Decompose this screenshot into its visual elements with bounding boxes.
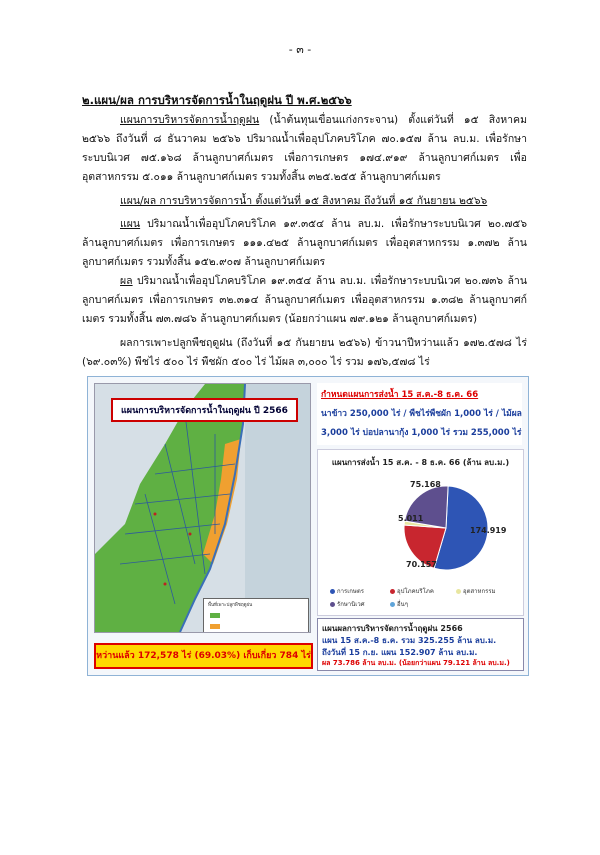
harvest-banner: หว่านแล้ว 172,578 ไร่ (69.03%) เก็บเกี่ยว 784 ไร่: [94, 643, 313, 669]
legend-eco: [330, 599, 365, 609]
legend-dot-consume: [390, 589, 395, 594]
plan-result-line-4: ผล 73.786 ล้าน ลบ.ม. (น้อยกว่าแผน 79.121 ล้าน ลบ.ม.): [322, 659, 510, 667]
plan-result-title: แผนผลการบริหารจัดการน้ำฤดูฝน 2566: [322, 624, 463, 633]
rainy-plan-label: แผนการบริหารจัดการน้ำฤดูฝน: [120, 114, 260, 126]
legend-label-other: อื่นๆ: [397, 601, 408, 608]
legend-label-agri: การเกษตร: [337, 588, 364, 595]
plan-result-box: [317, 618, 524, 671]
legend-consume: [390, 586, 434, 596]
pie-chart-title: แผนการส่งน้ำ 15 ส.ค. - 8 ธ.ค. 66 (ล้าน ลบ.ม.): [331, 458, 510, 467]
legend-dot-agri: [330, 589, 335, 594]
crops-text: ผลการเพาะปลูกพืชฤดูฝน (ถึงวันที่ ๑๕ กันยายน ๒๕๖๖) ข้าวนาปีหว่านแล้ว ๑๗๒.๕๗๘ ไร่ (๖๙.๐๓%) พืชไร่ ๕๐๐ ไร่ พืชผัก ๕๐๐ ไร่ ไม้ผล ๓,๐๐๐ ไร่ รวม ๑๗๖,๕๗๘ ไร่: [82, 337, 527, 368]
allocation-line-2: 3,000 ไร่ บ่อปลานากุ้ง 1,000 ไร่ รวม 255,000 ไร่: [321, 428, 522, 438]
plan-result-line-3: ถึงวันที่ 15 ก.ย. แผน 152.907 ล้าน ลบ.ม.: [322, 648, 478, 657]
legend-label-consume: อุปโภคบริโภค: [397, 588, 434, 595]
legend-swatch-orange: [210, 624, 220, 629]
allocation-line-1: นาข้าว 250,000 ไร่ / พืชไร่พืชผัก 1,000 ไร่ / ไม้ผล: [321, 409, 522, 419]
allocation-box: [317, 383, 522, 445]
paragraph-plan: [82, 215, 527, 272]
page-number: - ๓ -: [288, 43, 312, 56]
map-title: แผนการบริหารจัดการน้ำในฤดูฝน ปี 2566: [111, 398, 298, 422]
plan-text: ปริมาณน้ำเพื่ออุปโภคบริโภค ๑๙.๓๕๔ ล้าน ลบ.ม. เพื่อรักษาระบบนิเวศ ๒๐.๗๕๖ ล้านลูกบาศก์เมตร เพื่อการเกษตร ๑๑๑.๔๒๕ ล้านลูกบาศก์เมตร เพื่ออุตสาหกรรม ๑.๓๗๒ ล้านลูกบาศก์เมตร รวมทั้งสิ้น ๑๕๒.๙๐๗ ล้านลูกบาศก์เมตร: [82, 218, 527, 268]
legend-dot-industry: [456, 589, 461, 594]
infographic-panel: [87, 376, 529, 676]
map-legend: [203, 598, 309, 633]
rainy-plan-text: (น้ำต้นทุนเขื่อนแก่งกระจาน) ตั้งแต่วันที่ ๑๕ สิงหาคม ๒๕๖๖ ถึงวันที่ ๘ ธันวาคม ๒๕๖๖ ปริมาณน้ำเพื่ออุปโภคบริโภค ๗๐.๑๕๗ ล้าน ลบ.ม. เพื่อรักษาระบบนิเวศ ๗๕.๑๖๘ ล้านลูกบาศก์เมตร เพื่อการเกษตร ๑๗๔.๙๑๙ ล้านลูกบาศก์เมตร เพื่ออุตสาหกรรม ๕.๐๑๑ ล้านลูกบาศก์เมตร รวมทั้งสิ้น ๓๒๕.๒๕๕ ล้านลูกบาศก์เมตร: [82, 114, 527, 183]
legend-dot-eco: [330, 602, 335, 607]
legend-other: [390, 599, 408, 609]
legend-label-eco: รักษานิเวศ: [337, 601, 365, 608]
paragraph-crops: [82, 334, 527, 372]
legend-label-industry: อุตสาหกรรม: [463, 588, 496, 595]
period-label: แผน/ผล การบริหารจัดการน้ำ ตั้งแต่วันที่ ๑๕ สิงหาคม ถึงวันที่ ๑๕ กันยายน ๒๕๖๖: [120, 195, 488, 207]
legend-dot-other: [390, 602, 395, 607]
pie-label-eco: 75.168: [410, 480, 441, 489]
paragraph-result: [82, 272, 527, 329]
legend-agri: [330, 586, 364, 596]
plan-result-line-2: แผน 15 ส.ค.-8 ธ.ค. รวม 325.255 ล้าน ลบ.ม.: [322, 636, 497, 645]
section-heading: ๒.แผน/ผล การบริหารจัดการน้ำในฤดูฝน ปี พ.ศ.๒๕๖๖: [82, 93, 352, 107]
allocation-title: กำหนดแผนการส่งน้ำ 15 ส.ค.-8 ธ.ค. 66: [321, 390, 479, 400]
result-label: ผล: [120, 275, 133, 287]
result-text: ปริมาณน้ำเพื่ออุปโภคบริโภค ๑๙.๓๕๔ ล้าน ลบ.ม. เพื่อรักษาระบบนิเวศ ๒๐.๗๓๖ ล้านลูกบาศก์เมตร เพื่อการเกษตร ๓๒.๓๑๔ ล้านลูกบาศก์เมตร เพื่ออุตสาหกรรม ๑.๓๘๒ ล้านลูกบาศก์เมตร รวมทั้งสิ้น ๗๓.๗๘๖ ล้านลูกบาศก์เมตร (น้อยกว่าแผน ๗๙.๑๒๑ ล้านลูกบาศก์เมตร): [82, 275, 527, 325]
pie-label-agri: 174.919: [470, 526, 507, 535]
legend-industry: [456, 586, 496, 596]
pie-label-consume: 70.157: [406, 560, 437, 569]
basin-map: [94, 383, 311, 633]
legend-swatch-green: [210, 613, 220, 618]
pie-chart-box: [317, 449, 524, 616]
paragraph-rainy-plan: [82, 111, 527, 187]
pie-label-industry: 5.011: [398, 514, 424, 523]
map-legend-title: พื้นที่เพาะปลูกพืชฤดูฝน: [208, 603, 253, 608]
plan-label: แผน: [120, 218, 141, 230]
paragraph-period: [82, 192, 527, 211]
